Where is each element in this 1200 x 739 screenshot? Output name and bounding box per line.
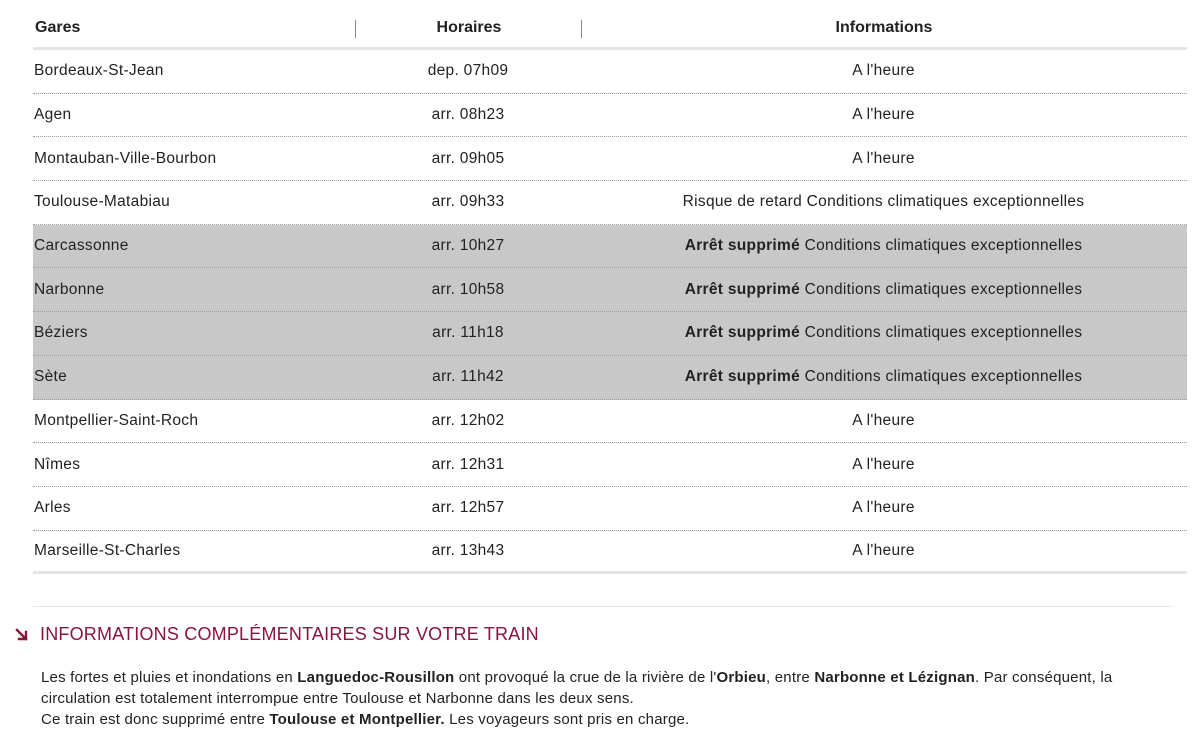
section-heading xyxy=(14,624,539,645)
info-cell xyxy=(580,542,1187,560)
section-title: INFORMATIONS COMPLÉMENTAIRES SUR VOTRE TRAIN xyxy=(40,624,539,644)
station-name: Bordeaux-St-Jean xyxy=(34,62,164,80)
schedule-time: arr. 12h57 xyxy=(431,499,505,517)
station-name: Toulouse-Matabiau xyxy=(34,193,171,211)
status-label: Arrêt supprimé xyxy=(684,237,801,255)
info-cell xyxy=(580,324,1187,342)
station-name: Marseille-St-Charles xyxy=(34,541,181,559)
schedule-time: arr. 08h23 xyxy=(431,106,505,124)
station-name: Narbonne xyxy=(34,280,105,298)
table-row xyxy=(33,400,1187,444)
info-cell xyxy=(580,106,1187,124)
header-gares: Gares xyxy=(33,8,357,47)
station-name: Montpellier-Saint-Roch xyxy=(34,411,199,429)
status-label: Arrêt supprimé xyxy=(684,368,801,386)
info-text: Risque de retard Conditions climatiques exceptionnelles xyxy=(682,193,1085,211)
table-row xyxy=(33,94,1187,138)
info-paragraph xyxy=(41,667,1121,730)
info-text: A l'heure xyxy=(852,499,915,517)
info-text: A l'heure xyxy=(852,411,915,429)
table-row xyxy=(33,312,1187,356)
info-line-1: Les fortes et pluies et inondations en Languedoc-Rousillon ont provoqué la crue de la rivière de l'Orbieu, entre Narbonne et Lézignan. Par conséquent, la circulation est totalement interrompue entre Toulouse et Narbonne dans les deux sens. xyxy=(41,669,1113,707)
schedule-time: arr. 11h18 xyxy=(432,324,504,342)
schedule-time: arr. 12h02 xyxy=(431,411,505,429)
info-cell xyxy=(580,368,1187,386)
header-informations: Informations xyxy=(835,18,933,36)
schedule-time: arr. 11h42 xyxy=(432,368,504,386)
status-label: Arrêt supprimé xyxy=(684,324,801,342)
station-name: Arles xyxy=(34,499,71,517)
info-cell xyxy=(580,499,1187,517)
status-label: Arrêt supprimé xyxy=(684,280,801,298)
station-name: Agen xyxy=(34,106,72,124)
info-text: Conditions climatiques exceptionnelles xyxy=(804,324,1083,342)
info-cell xyxy=(580,237,1187,255)
info-cell xyxy=(580,412,1187,430)
header-separator xyxy=(355,20,356,38)
info-cell xyxy=(580,62,1187,80)
schedule-time: arr. 13h43 xyxy=(431,541,505,559)
info-cell xyxy=(580,193,1187,211)
info-text: Conditions climatiques exceptionnelles xyxy=(804,280,1083,298)
schedule-time: arr. 10h58 xyxy=(431,280,505,298)
info-text: A l'heure xyxy=(852,455,915,473)
header-horaires: Horaires xyxy=(357,8,581,47)
info-text: A l'heure xyxy=(852,62,915,80)
info-line-2: Ce train est donc supprimé entre Toulouse et Montpellier. Les voyageurs sont pris en charge. xyxy=(41,711,690,728)
arrow-down-right-icon xyxy=(14,627,30,643)
table-row xyxy=(33,50,1187,94)
table-row xyxy=(33,487,1187,531)
info-text: Conditions climatiques exceptionnelles xyxy=(804,237,1083,255)
station-name: Carcassonne xyxy=(34,237,129,255)
schedule-time: arr. 09h33 xyxy=(431,193,505,211)
table-header xyxy=(33,8,1187,50)
info-text: A l'heure xyxy=(852,106,915,124)
station-name: Nîmes xyxy=(34,455,81,473)
info-cell xyxy=(580,150,1187,168)
schedule-time: arr. 10h27 xyxy=(431,237,505,255)
station-name: Montauban-Ville-Bourbon xyxy=(34,149,217,167)
station-name: Béziers xyxy=(34,324,88,342)
table-body xyxy=(33,50,1187,574)
info-text: A l'heure xyxy=(852,149,915,167)
table-row xyxy=(33,268,1187,312)
schedule-time: arr. 09h05 xyxy=(431,149,505,167)
station-name: Sète xyxy=(34,368,68,386)
train-schedule-table xyxy=(33,8,1187,574)
table-row xyxy=(33,225,1187,269)
info-cell xyxy=(580,456,1187,474)
table-row xyxy=(33,137,1187,181)
table-row xyxy=(33,356,1187,400)
table-row xyxy=(33,181,1187,225)
section-divider xyxy=(33,606,1173,607)
info-text: A l'heure xyxy=(852,541,915,559)
schedule-time: arr. 12h31 xyxy=(431,455,505,473)
info-text: Conditions climatiques exceptionnelles xyxy=(804,368,1083,386)
schedule-time: dep. 07h09 xyxy=(427,62,509,80)
table-row xyxy=(33,531,1187,575)
info-cell xyxy=(580,281,1187,299)
table-row xyxy=(33,443,1187,487)
